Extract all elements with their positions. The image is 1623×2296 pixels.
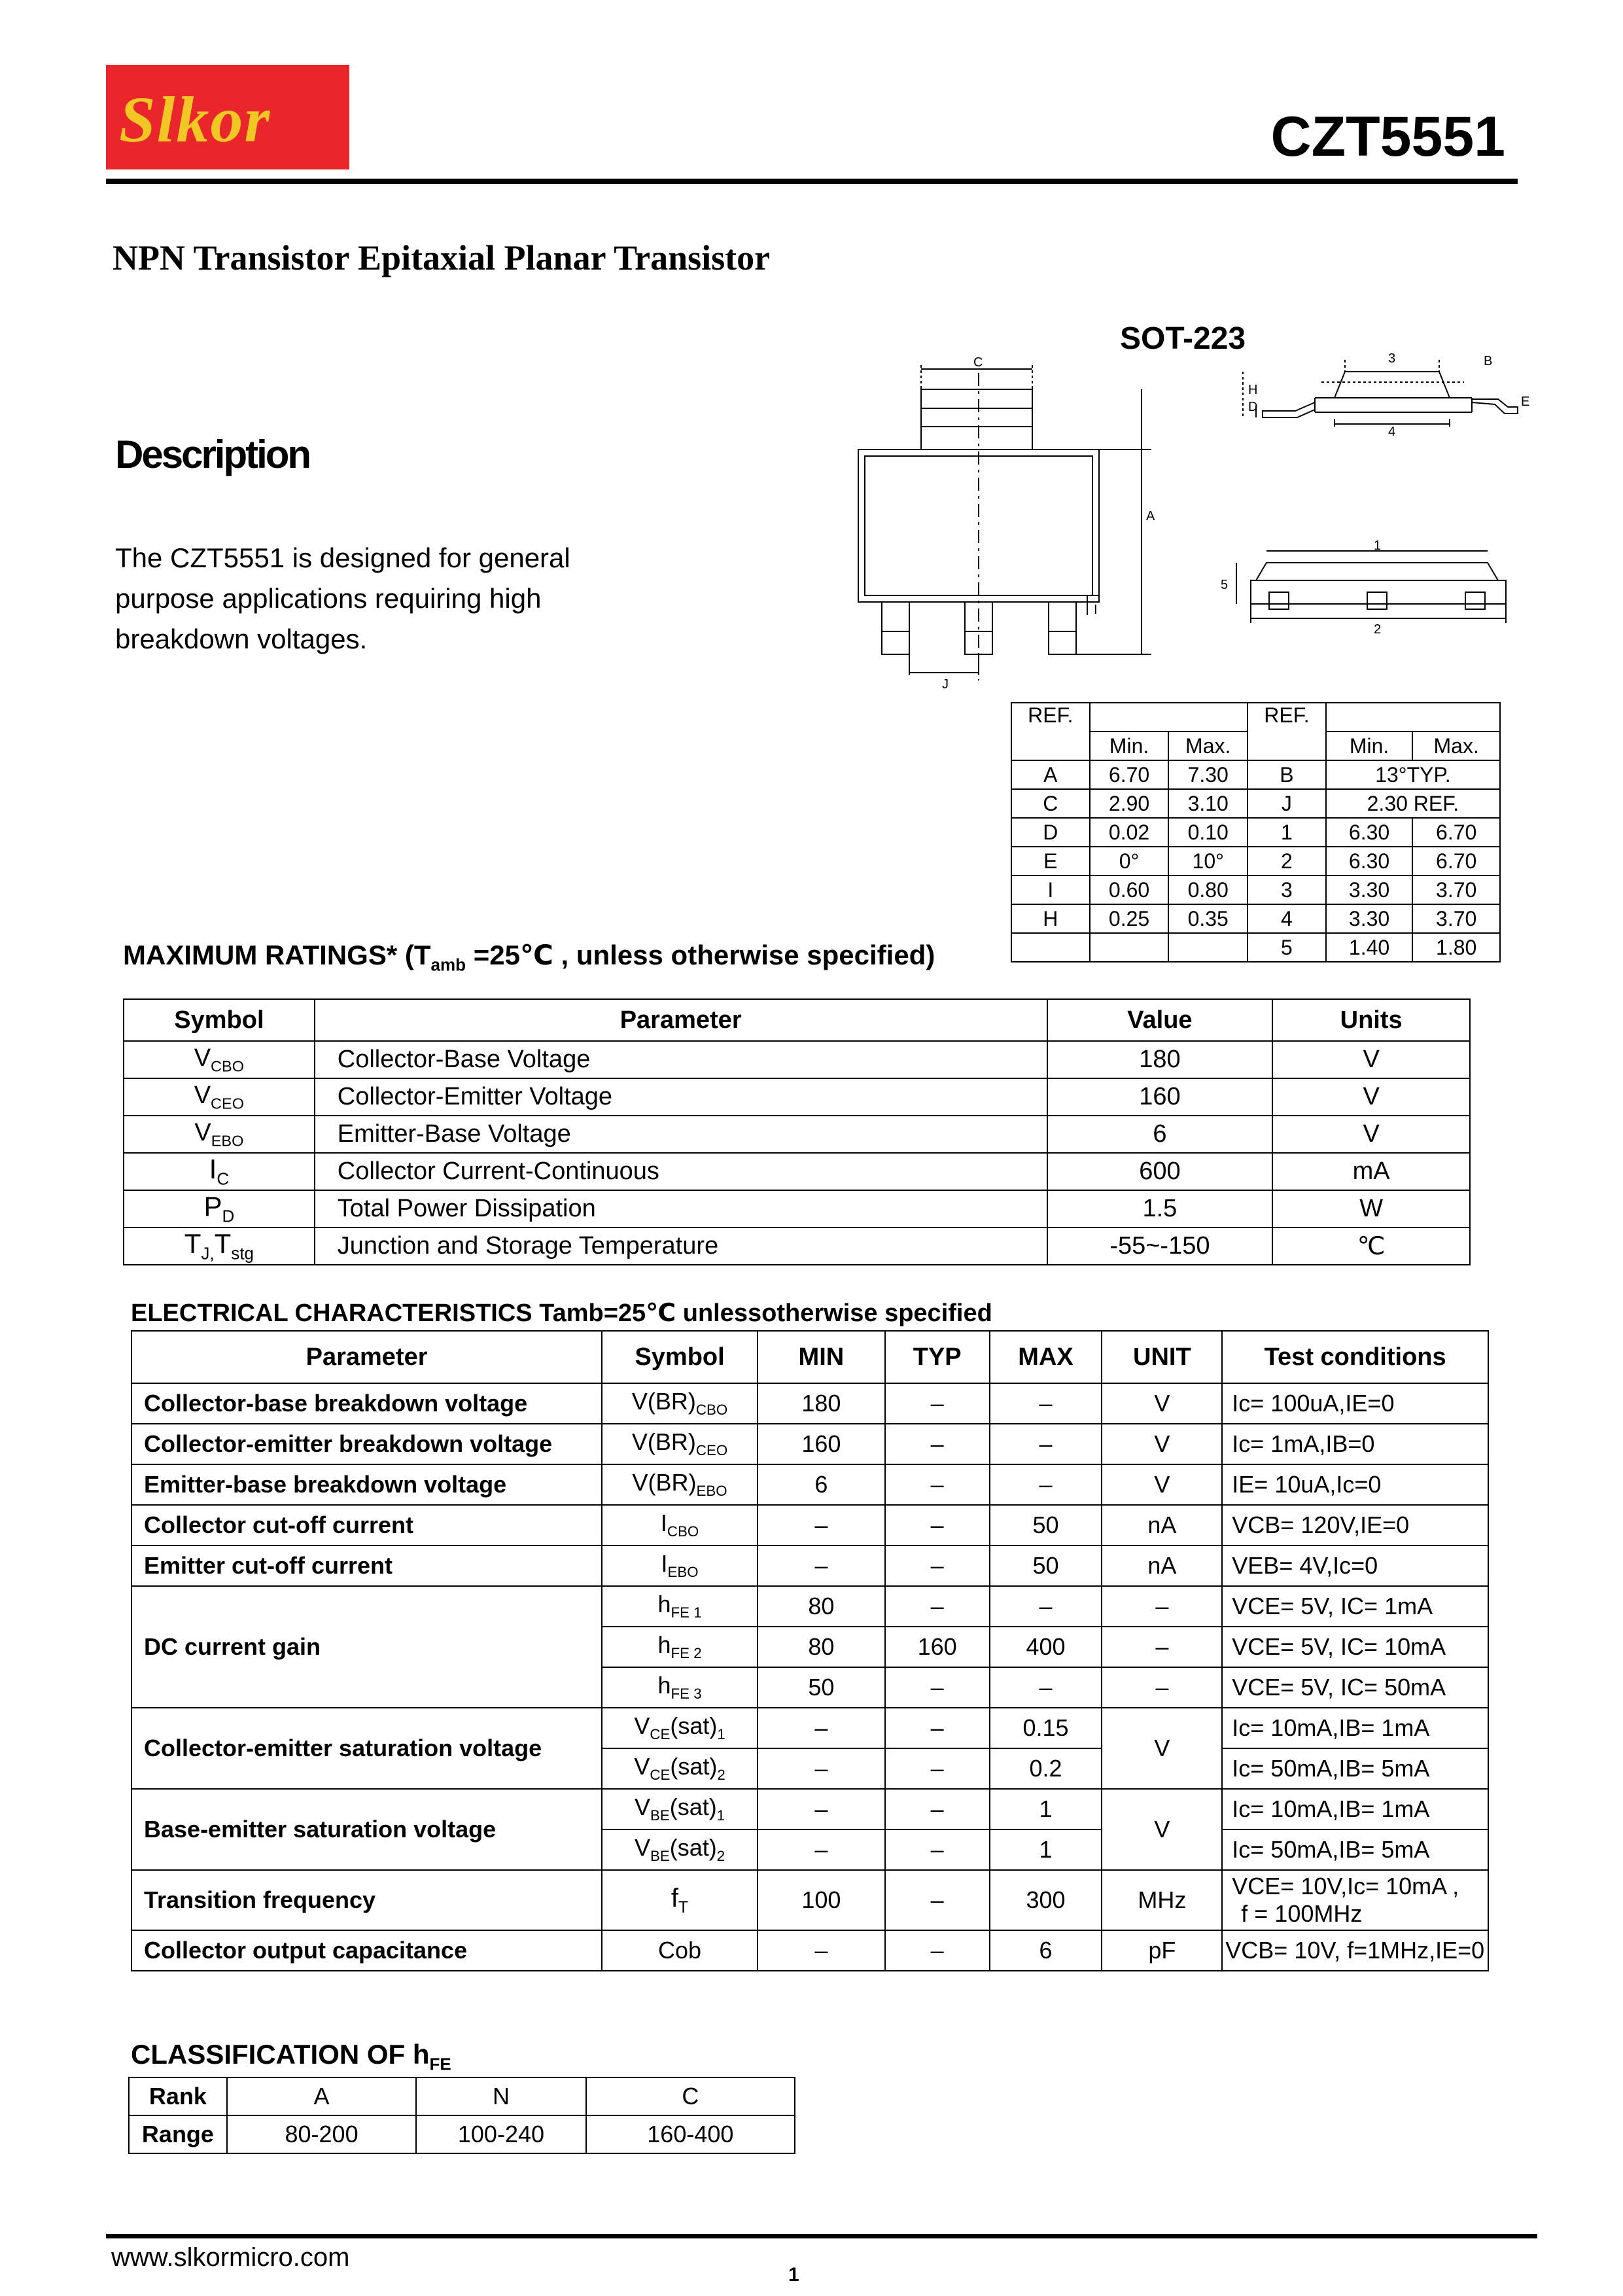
symbol-cell: $T_{J,}T_{stg}$ bbox=[124, 1227, 315, 1265]
table-row bbox=[131, 1789, 1488, 1829]
parameter-cell: Collector cut-off current bbox=[131, 1505, 602, 1545]
unit-cell: – bbox=[1102, 1627, 1222, 1667]
dim-cell: 6.70 bbox=[1412, 847, 1500, 875]
symbol-cell: $h_{FE 1}$ bbox=[602, 1586, 758, 1627]
dim-cell: D bbox=[1011, 818, 1090, 847]
condition-cell: Ic= 50mA,IB= 5mA bbox=[1222, 1748, 1488, 1789]
dim-cell: 0.02 bbox=[1090, 818, 1169, 847]
table-row bbox=[124, 1078, 1470, 1116]
parameter-cell: Transition frequency bbox=[131, 1870, 602, 1930]
device-subtitle: NPN Transistor Epitaxial Planar Transistor bbox=[113, 238, 771, 277]
dim-min-header: Min. bbox=[1090, 732, 1169, 760]
range-cell: 100-240 bbox=[416, 2115, 585, 2153]
dim-cell: 1.80 bbox=[1412, 933, 1500, 962]
table-row bbox=[131, 1505, 1488, 1545]
electrical-characteristics-table bbox=[131, 1330, 1489, 1971]
dim-cell: B bbox=[1248, 760, 1326, 789]
condition-cell: VCE= 5V, IC= 1mA bbox=[1222, 1586, 1488, 1627]
dim-cell: J bbox=[1248, 789, 1326, 818]
max-cell: 50 bbox=[990, 1545, 1102, 1586]
unit-cell: MHz bbox=[1102, 1870, 1222, 1930]
dim-cell: 0.80 bbox=[1168, 875, 1248, 904]
col-header-units: Units bbox=[1272, 999, 1470, 1041]
max-ratings-title-sub: amb bbox=[430, 955, 466, 975]
typ-cell: – bbox=[885, 1789, 990, 1829]
unit-cell: – bbox=[1102, 1667, 1222, 1708]
min-cell: 80 bbox=[758, 1586, 885, 1627]
dim-label-h: H bbox=[1248, 383, 1258, 397]
min-cell: 80 bbox=[758, 1627, 885, 1667]
max-cell: 6 bbox=[990, 1930, 1102, 1971]
range-cell: 160-400 bbox=[586, 2115, 795, 2153]
max-cell: – bbox=[990, 1424, 1102, 1464]
dim-label-j: J bbox=[942, 677, 949, 692]
typ-cell: – bbox=[885, 1424, 990, 1464]
min-cell: – bbox=[758, 1789, 885, 1829]
table-row bbox=[129, 2115, 795, 2153]
max-cell: 1 bbox=[990, 1789, 1102, 1829]
brand-logo bbox=[106, 65, 349, 169]
dim-ref-header: REF. bbox=[1011, 703, 1090, 760]
parameter-cell: Collector-Emitter Voltage bbox=[315, 1078, 1047, 1116]
dim-cell bbox=[1168, 933, 1248, 962]
condition-line: VCE= 10V,Ic= 10mA , bbox=[1232, 1873, 1459, 1899]
condition-cell: VCB= 120V,IE=0 bbox=[1222, 1505, 1488, 1545]
electrical-title: ELECTRICAL CHARACTERISTICS Tamb=25℃ unlessotherwise specified bbox=[131, 1299, 992, 1327]
max-cell: 0.15 bbox=[990, 1708, 1102, 1748]
dim-label-4: 4 bbox=[1388, 425, 1396, 439]
col-header-symbol: Symbol bbox=[124, 999, 315, 1041]
parameter-cell: Collector-base breakdown voltage bbox=[131, 1383, 602, 1424]
parameter-cell: Emitter cut-off current bbox=[131, 1545, 602, 1586]
condition-cell: Ic= 50mA,IB= 5mA bbox=[1222, 1829, 1488, 1870]
table-row bbox=[131, 1464, 1488, 1505]
unit-cell: – bbox=[1102, 1586, 1222, 1627]
min-cell: 6 bbox=[758, 1464, 885, 1505]
dim-min-header: Min. bbox=[1326, 732, 1413, 760]
symbol-cell: $V_{CBO}$ bbox=[124, 1041, 315, 1078]
symbol-cell: $f_T$ bbox=[602, 1870, 758, 1930]
range-label: Range bbox=[129, 2115, 227, 2153]
rank-cell: A bbox=[227, 2077, 416, 2115]
footer-rule bbox=[106, 2234, 1537, 2238]
rank-cell: N bbox=[416, 2077, 585, 2115]
dim-cell: 6.70 bbox=[1090, 760, 1169, 789]
range-cell: 80-200 bbox=[227, 2115, 416, 2153]
table-row bbox=[124, 1041, 1470, 1078]
dim-label-3: 3 bbox=[1388, 353, 1396, 366]
dim-cell: 10° bbox=[1168, 847, 1248, 875]
min-cell: – bbox=[758, 1505, 885, 1545]
page-number: 1 bbox=[788, 2264, 799, 2286]
unit-cell: V bbox=[1102, 1464, 1222, 1505]
col-header-test-conditions: Test conditions bbox=[1222, 1331, 1488, 1383]
condition-cell: Ic= 10mA,IB= 1mA bbox=[1222, 1789, 1488, 1829]
dim-label-c: C bbox=[973, 355, 983, 370]
col-header-unit: UNIT bbox=[1102, 1331, 1222, 1383]
value-cell: 180 bbox=[1047, 1041, 1273, 1078]
dim-label-e: E bbox=[1521, 395, 1530, 409]
typ-cell: – bbox=[885, 1870, 990, 1930]
dim-ref-header: REF. bbox=[1248, 703, 1326, 760]
typ-cell: – bbox=[885, 1829, 990, 1870]
dim-cell: 6.30 bbox=[1326, 818, 1413, 847]
dim-cell: A bbox=[1011, 760, 1090, 789]
dim-cell: 3.10 bbox=[1168, 789, 1248, 818]
dim-cell: 3.70 bbox=[1412, 875, 1500, 904]
unit-cell: mA bbox=[1272, 1153, 1470, 1190]
description-line: purpose applications requiring high bbox=[115, 583, 542, 614]
footer-url[interactable]: www.slkormicro.com bbox=[111, 2243, 350, 2272]
col-header-value: Value bbox=[1047, 999, 1273, 1041]
table-row bbox=[124, 999, 1470, 1041]
min-cell: 100 bbox=[758, 1870, 885, 1930]
symbol-cell: $V(BR)_{CBO}$ bbox=[602, 1383, 758, 1424]
typ-cell: – bbox=[885, 1545, 990, 1586]
parameter-cell: Collector Current-Continuous bbox=[315, 1153, 1047, 1190]
unit-cell: W bbox=[1272, 1190, 1470, 1227]
table-row bbox=[129, 2077, 795, 2115]
table-row bbox=[1011, 847, 1500, 875]
max-cell: – bbox=[990, 1464, 1102, 1505]
dim-header-blank bbox=[1326, 703, 1500, 732]
dimension-table bbox=[1011, 702, 1501, 963]
dim-cell: 4 bbox=[1248, 904, 1326, 933]
brand-logo-text: Slkor bbox=[119, 83, 271, 156]
dim-max-header: Max. bbox=[1412, 732, 1500, 760]
max-cell: – bbox=[990, 1586, 1102, 1627]
col-header-parameter: Parameter bbox=[315, 999, 1047, 1041]
description-heading: Description bbox=[115, 433, 310, 476]
value-cell: -55~-150 bbox=[1047, 1227, 1273, 1265]
parameter-cell: DC current gain bbox=[131, 1586, 602, 1708]
package-name: SOT-223 bbox=[1120, 321, 1246, 356]
col-header-min: MIN bbox=[758, 1331, 885, 1383]
table-row bbox=[131, 1930, 1488, 1971]
unit-cell: V bbox=[1272, 1078, 1470, 1116]
unit-cell: nA bbox=[1102, 1545, 1222, 1586]
min-cell: – bbox=[758, 1708, 885, 1748]
value-cell: 600 bbox=[1047, 1153, 1273, 1190]
dim-cell: 0.25 bbox=[1090, 904, 1169, 933]
symbol-cell: $V_{CEO}$ bbox=[124, 1078, 315, 1116]
condition-cell: Ic= 10mA,IB= 1mA bbox=[1222, 1708, 1488, 1748]
typ-cell: 160 bbox=[885, 1627, 990, 1667]
dim-label-5: 5 bbox=[1221, 578, 1229, 592]
max-ratings-title bbox=[123, 939, 935, 975]
max-cell: – bbox=[990, 1383, 1102, 1424]
table-row bbox=[1011, 789, 1500, 818]
side-body-outline bbox=[1335, 372, 1450, 398]
dim-cell: 1.40 bbox=[1326, 933, 1413, 962]
parameter-cell: Base-emitter saturation voltage bbox=[131, 1789, 602, 1870]
symbol-cell: $V_{CE}(sat)_1$ bbox=[602, 1708, 758, 1748]
min-cell: – bbox=[758, 1545, 885, 1586]
dim-cell: 3 bbox=[1248, 875, 1326, 904]
symbol-cell: $V_{BE}(sat)_2$ bbox=[602, 1829, 758, 1870]
tab-outline bbox=[921, 389, 1032, 450]
classification-title-text: CLASSIFICATION OF h bbox=[131, 2039, 430, 2070]
typ-cell: – bbox=[885, 1505, 990, 1545]
parameter-cell: Emitter-Base Voltage bbox=[315, 1116, 1047, 1153]
parameter-cell: Junction and Storage Temperature bbox=[315, 1227, 1047, 1265]
min-cell: 160 bbox=[758, 1424, 885, 1464]
symbol-cell: $V_{BE}(sat)_1$ bbox=[602, 1789, 758, 1829]
typ-cell: – bbox=[885, 1930, 990, 1971]
classification-table bbox=[128, 2077, 795, 2154]
dim-cell: E bbox=[1011, 847, 1090, 875]
dim-label-b: B bbox=[1484, 354, 1493, 368]
symbol-cell: $I_{CBO}$ bbox=[602, 1505, 758, 1545]
table-row bbox=[131, 1331, 1488, 1383]
dim-cell: 6.70 bbox=[1412, 818, 1500, 847]
max-cell: 300 bbox=[990, 1870, 1102, 1930]
dim-cell: 3.30 bbox=[1326, 904, 1413, 933]
min-cell: 50 bbox=[758, 1667, 885, 1708]
dim-label-a: A bbox=[1146, 509, 1155, 523]
classification-title bbox=[131, 2039, 451, 2074]
unit-cell: pF bbox=[1102, 1930, 1222, 1971]
symbol-cell: $h_{FE 2}$ bbox=[602, 1627, 758, 1667]
dim-label-1: 1 bbox=[1374, 539, 1382, 553]
parameter-cell: Collector-emitter breakdown voltage bbox=[131, 1424, 602, 1464]
dim-cell: 6.30 bbox=[1326, 847, 1413, 875]
dim-cell: 13°TYP. bbox=[1326, 760, 1500, 789]
condition-cell: VCB= 10V, f=1MHz,IE=0 bbox=[1222, 1930, 1488, 1971]
max-cell: 400 bbox=[990, 1627, 1102, 1667]
symbol-cell: $h_{FE 3}$ bbox=[602, 1667, 758, 1708]
condition-cell: IE= 10uA,Ic=0 bbox=[1222, 1464, 1488, 1505]
table-row bbox=[1011, 933, 1500, 962]
condition-cell: VCE= 5V, IC= 10mA bbox=[1222, 1627, 1488, 1667]
dim-cell: 0° bbox=[1090, 847, 1169, 875]
condition-cell: Ic= 1mA,IB=0 bbox=[1222, 1424, 1488, 1464]
dim-cell: 3.70 bbox=[1412, 904, 1500, 933]
table-row bbox=[131, 1870, 1488, 1930]
dim-cell: 0.60 bbox=[1090, 875, 1169, 904]
value-cell: 160 bbox=[1047, 1078, 1273, 1116]
table-row bbox=[124, 1190, 1470, 1227]
table-row bbox=[131, 1545, 1488, 1586]
parameter-cell: Emitter-base breakdown voltage bbox=[131, 1464, 602, 1505]
max-cell: 1 bbox=[990, 1829, 1102, 1870]
dim-header-blank bbox=[1090, 703, 1248, 732]
max-cell: – bbox=[990, 1667, 1102, 1708]
max-cell: 0.2 bbox=[990, 1748, 1102, 1789]
symbol-cell: $P_D$ bbox=[124, 1190, 315, 1227]
value-cell: 6 bbox=[1047, 1116, 1273, 1153]
package-drawing bbox=[850, 353, 1544, 694]
symbol-cell: $V_{CE}(sat)_2$ bbox=[602, 1748, 758, 1789]
dim-cell: 1 bbox=[1248, 818, 1326, 847]
dim-cell: 3.30 bbox=[1326, 875, 1413, 904]
typ-cell: – bbox=[885, 1464, 990, 1505]
unit-cell: V bbox=[1102, 1424, 1222, 1464]
col-header-symbol: Symbol bbox=[602, 1331, 758, 1383]
max-ratings-table bbox=[123, 998, 1471, 1265]
col-header-parameter: Parameter bbox=[131, 1331, 602, 1383]
min-cell: 180 bbox=[758, 1383, 885, 1424]
table-row bbox=[124, 1227, 1470, 1265]
dim-cell: 0.35 bbox=[1168, 904, 1248, 933]
dim-cell: H bbox=[1011, 904, 1090, 933]
condition-cell: VCE= 5V, IC= 50mA bbox=[1222, 1667, 1488, 1708]
col-header-typ: TYP bbox=[885, 1331, 990, 1383]
dim-label-d: D bbox=[1248, 400, 1258, 414]
dim-cell: 0.10 bbox=[1168, 818, 1248, 847]
dim-cell: 7.30 bbox=[1168, 760, 1248, 789]
symbol-cell: $I_{EBO}$ bbox=[602, 1545, 758, 1586]
condition-cell: VEB= 4V,Ic=0 bbox=[1222, 1545, 1488, 1586]
table-row bbox=[131, 1708, 1488, 1748]
dim-label-2: 2 bbox=[1374, 622, 1382, 637]
table-row bbox=[131, 1424, 1488, 1464]
max-ratings-title-text: =25℃ , unless otherwise specified) bbox=[466, 940, 935, 970]
symbol-cell: Cob bbox=[602, 1930, 758, 1971]
description-line: breakdown voltages. bbox=[115, 624, 368, 654]
unit-cell: ℃ bbox=[1272, 1227, 1470, 1265]
dim-cell: 2.30 REF. bbox=[1326, 789, 1500, 818]
rank-label: Rank bbox=[129, 2077, 227, 2115]
dim-cell: 2 bbox=[1248, 847, 1326, 875]
table-row bbox=[1011, 760, 1500, 789]
typ-cell: – bbox=[885, 1708, 990, 1748]
table-row bbox=[1011, 904, 1500, 933]
dim-cell bbox=[1090, 933, 1169, 962]
condition-line: f = 100MHz bbox=[1241, 1900, 1363, 1927]
table-row bbox=[124, 1116, 1470, 1153]
condition-cell: Ic= 100uA,IE=0 bbox=[1222, 1383, 1488, 1424]
table-row bbox=[1011, 818, 1500, 847]
value-cell: 1.5 bbox=[1047, 1190, 1273, 1227]
typ-cell: – bbox=[885, 1667, 990, 1708]
typ-cell: – bbox=[885, 1586, 990, 1627]
header-rule bbox=[106, 179, 1518, 184]
symbol-cell: $V(BR)_{CEO}$ bbox=[602, 1424, 758, 1464]
table-row bbox=[131, 1586, 1488, 1627]
min-cell: – bbox=[758, 1930, 885, 1971]
symbol-cell: $V_{EBO}$ bbox=[124, 1116, 315, 1153]
max-ratings-title-text: MAXIMUM RATINGS* (T bbox=[123, 940, 431, 970]
table-row bbox=[124, 1153, 1470, 1190]
unit-cell: V bbox=[1102, 1708, 1222, 1789]
dim-cell: C bbox=[1011, 789, 1090, 818]
symbol-cell: $I_C$ bbox=[124, 1153, 315, 1190]
parameter-cell: Collector-emitter saturation voltage bbox=[131, 1708, 602, 1789]
dim-cell: I bbox=[1011, 875, 1090, 904]
unit-cell: nA bbox=[1102, 1505, 1222, 1545]
unit-cell: V bbox=[1272, 1041, 1470, 1078]
col-header-max: MAX bbox=[990, 1331, 1102, 1383]
description-line: The CZT5551 is designed for general bbox=[115, 542, 570, 573]
min-cell: – bbox=[758, 1748, 885, 1789]
dim-label-i: I bbox=[1094, 603, 1098, 617]
dim-cell: 5 bbox=[1248, 933, 1326, 962]
max-cell: 50 bbox=[990, 1505, 1102, 1545]
symbol-cell: $V(BR)_{EBO}$ bbox=[602, 1464, 758, 1505]
unit-cell: V bbox=[1272, 1116, 1470, 1153]
table-row bbox=[1011, 875, 1500, 904]
condition-cell bbox=[1222, 1870, 1488, 1930]
dim-max-header: Max. bbox=[1168, 732, 1248, 760]
typ-cell: – bbox=[885, 1383, 990, 1424]
unit-cell: V bbox=[1102, 1383, 1222, 1424]
dim-cell bbox=[1011, 933, 1090, 962]
parameter-cell: Collector-Base Voltage bbox=[315, 1041, 1047, 1078]
min-cell: – bbox=[758, 1829, 885, 1870]
table-row bbox=[131, 1383, 1488, 1424]
dim-cell: 2.90 bbox=[1090, 789, 1169, 818]
rank-cell: C bbox=[586, 2077, 795, 2115]
parameter-cell: Collector output capacitance bbox=[131, 1930, 602, 1971]
typ-cell: – bbox=[885, 1748, 990, 1789]
table-row bbox=[1011, 703, 1500, 732]
unit-cell: V bbox=[1102, 1789, 1222, 1870]
classification-title-sub: FE bbox=[429, 2054, 451, 2074]
description-text bbox=[115, 538, 625, 660]
part-number: CZT5551 bbox=[1270, 105, 1505, 168]
parameter-cell: Total Power Dissipation bbox=[315, 1190, 1047, 1227]
